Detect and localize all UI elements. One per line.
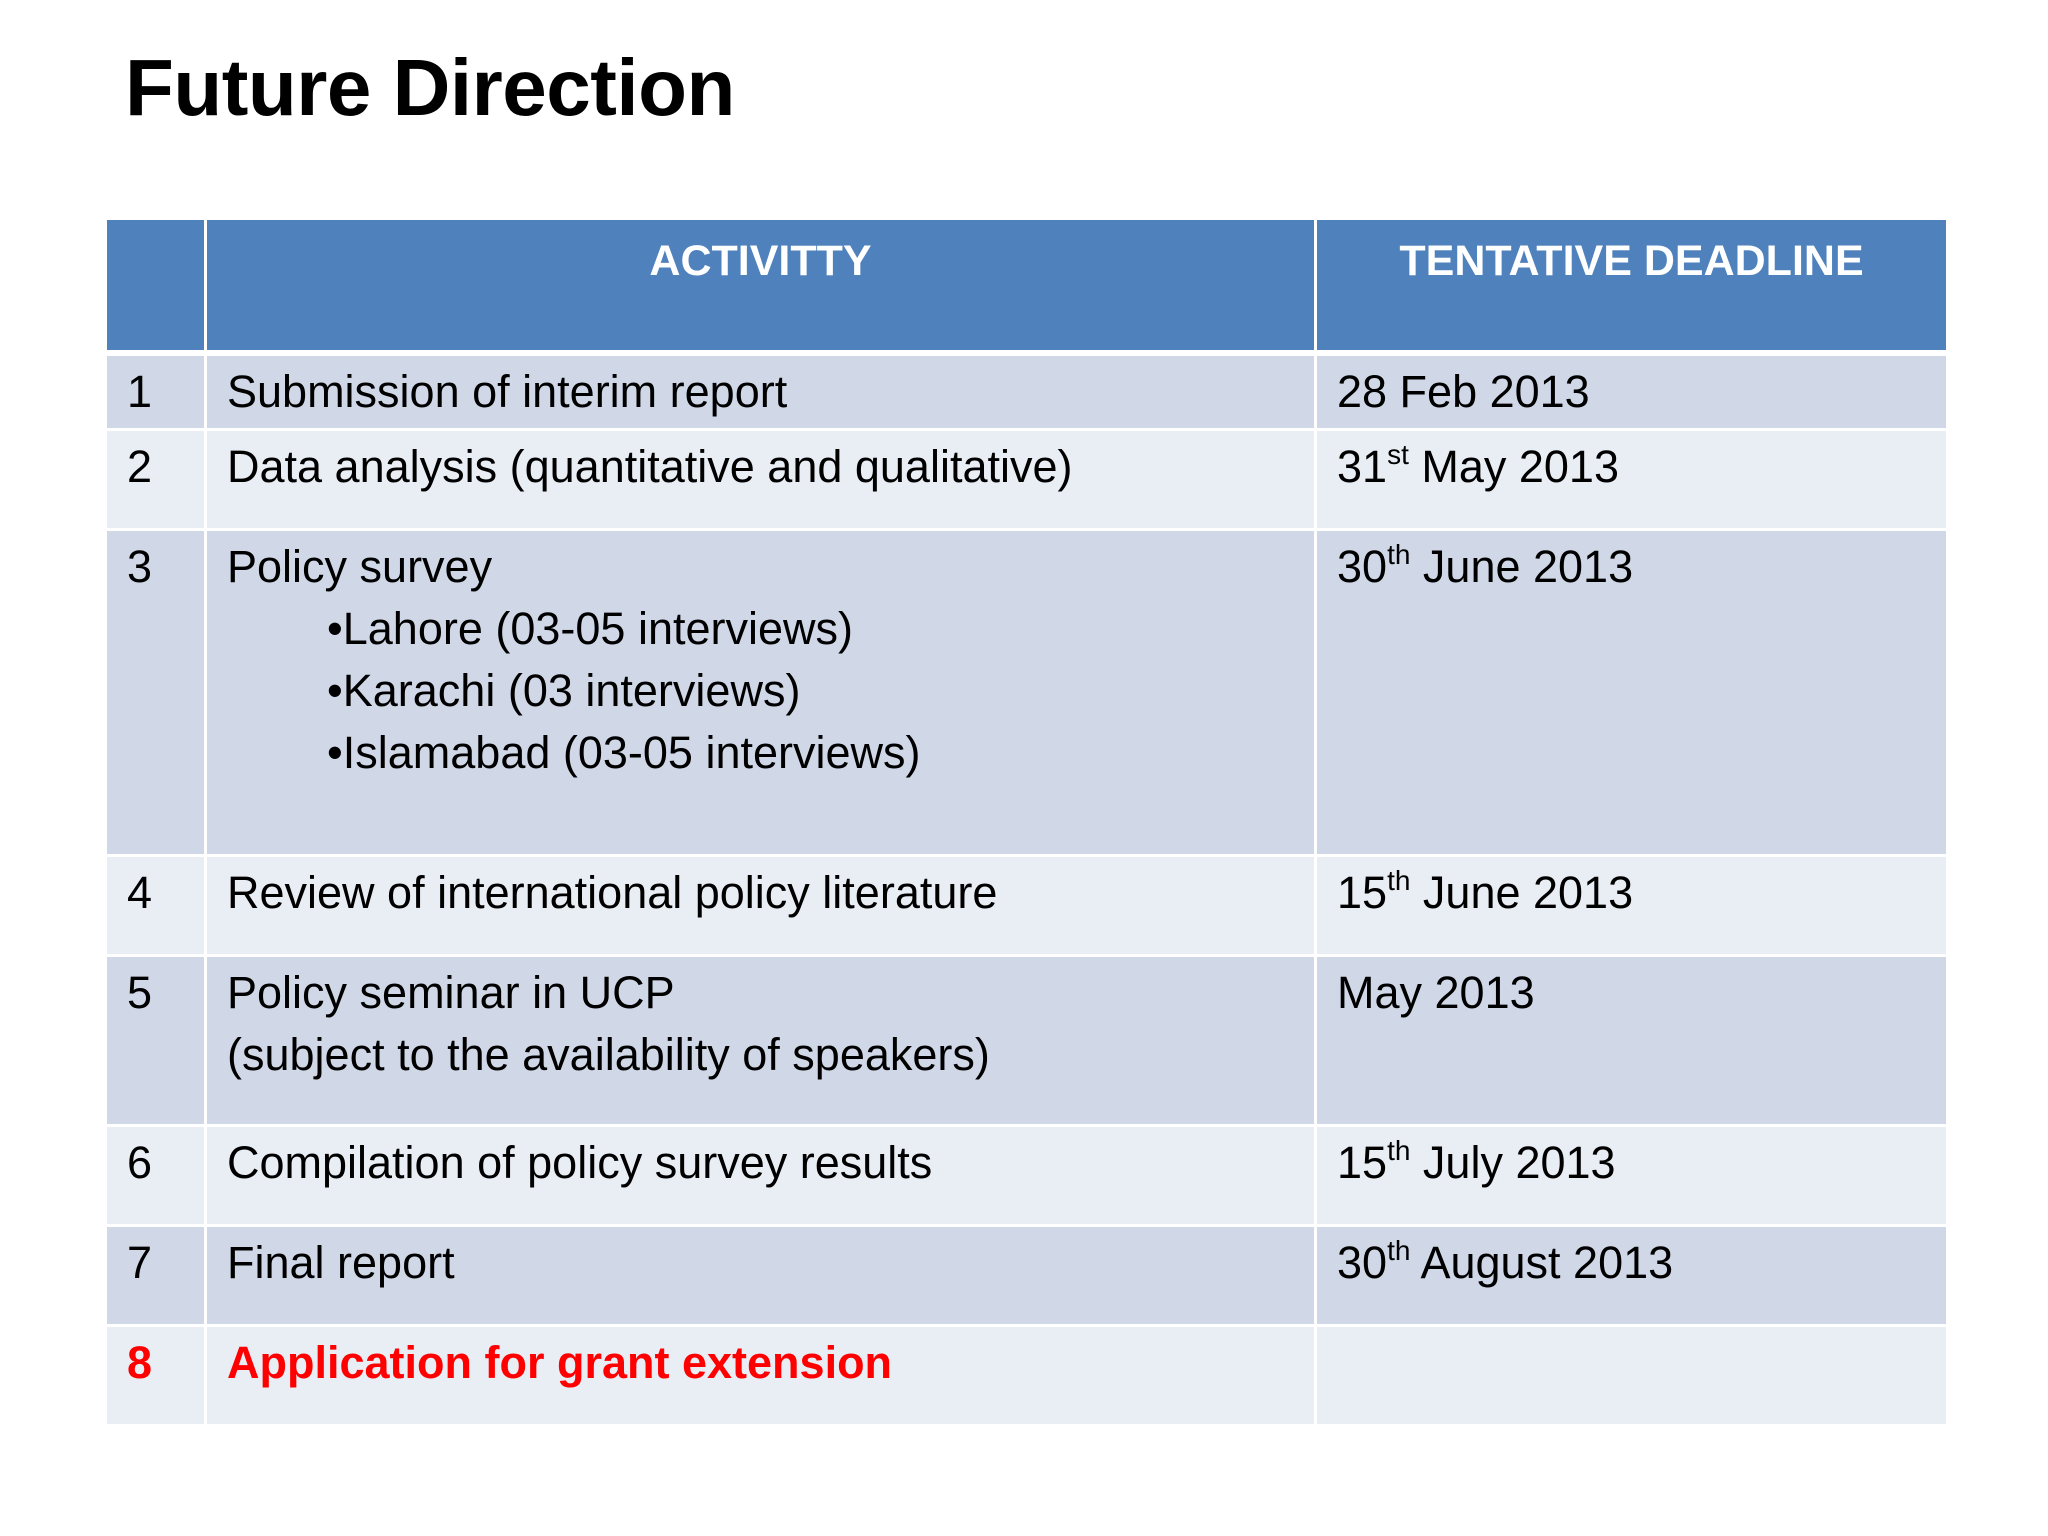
deadline-day: 15 xyxy=(1337,866,1388,918)
deadline-rest: July 2013 xyxy=(1410,1136,1616,1188)
row-activity: Final report xyxy=(206,1225,1316,1325)
row-activity: Compilation of policy survey results xyxy=(206,1125,1316,1225)
row-activity: Application for grant extension xyxy=(206,1325,1316,1425)
row-deadline xyxy=(1316,1225,1948,1325)
row-deadline xyxy=(1316,353,1948,430)
table-row xyxy=(106,855,1948,955)
row-deadline xyxy=(1316,1125,1948,1225)
deadline-rest: August 2013 xyxy=(1410,1236,1674,1288)
row-number: 7 xyxy=(106,1225,206,1325)
row-number: 3 xyxy=(106,529,206,855)
table-row xyxy=(106,529,1948,855)
deadline-suffix: th xyxy=(1387,1134,1411,1166)
table-header-row xyxy=(106,219,1948,353)
deadline-day: 31 xyxy=(1337,440,1388,492)
deadline-day: 30 xyxy=(1337,540,1388,592)
row-activity: Data analysis (quantitative and qualitative) xyxy=(206,429,1316,529)
table-row xyxy=(106,955,1948,1125)
row-deadline xyxy=(1316,529,1948,855)
list-item: •Islamabad (03-05 interviews) xyxy=(327,726,921,778)
deadline-day: May 2013 xyxy=(1337,966,1535,1018)
row-number: 5 xyxy=(106,955,206,1125)
schedule-table xyxy=(104,217,1949,1427)
header-activity: ACTIVITTY xyxy=(206,219,1316,353)
deadline-day: 28 Feb 2013 xyxy=(1337,365,1590,417)
city-list xyxy=(227,598,1294,784)
row-activity xyxy=(206,529,1316,855)
row-deadline xyxy=(1316,1325,1948,1425)
row-number: 2 xyxy=(106,429,206,529)
deadline-suffix: th xyxy=(1387,864,1411,896)
list-item: •Lahore (03-05 interviews) xyxy=(327,602,854,654)
row-deadline xyxy=(1316,955,1948,1125)
table-row xyxy=(106,1225,1948,1325)
deadline-rest: June 2013 xyxy=(1410,866,1634,918)
row-activity xyxy=(206,955,1316,1125)
deadline-day: 15 xyxy=(1337,1136,1388,1188)
table-row xyxy=(106,1325,1948,1425)
activity-title: Policy seminar in UCP xyxy=(227,966,675,1018)
table-row xyxy=(106,353,1948,430)
deadline-suffix: th xyxy=(1387,538,1411,570)
header-deadline: TENTATIVE DEADLINE xyxy=(1316,219,1948,353)
row-activity: Submission of interim report xyxy=(206,353,1316,430)
row-number: 1 xyxy=(106,353,206,430)
activity-note: (subject to the availability of speakers) xyxy=(227,1028,990,1080)
table-row xyxy=(106,1125,1948,1225)
row-deadline xyxy=(1316,855,1948,955)
deadline-suffix: st xyxy=(1387,438,1409,470)
row-activity: Review of international policy literature xyxy=(206,855,1316,955)
deadline-rest: June 2013 xyxy=(1410,540,1634,592)
list-item: •Karachi (03 interviews) xyxy=(327,664,801,716)
row-number: 8 xyxy=(106,1325,206,1425)
header-number xyxy=(106,219,206,353)
row-number: 6 xyxy=(106,1125,206,1225)
table-row xyxy=(106,429,1948,529)
row-number: 4 xyxy=(106,855,206,955)
deadline-rest: May 2013 xyxy=(1408,440,1619,492)
row-deadline xyxy=(1316,429,1948,529)
activity-title: Policy survey xyxy=(227,540,493,592)
deadline-day: 30 xyxy=(1337,1236,1388,1288)
deadline-suffix: th xyxy=(1387,1234,1411,1266)
slide-title: Future Direction xyxy=(125,43,735,132)
